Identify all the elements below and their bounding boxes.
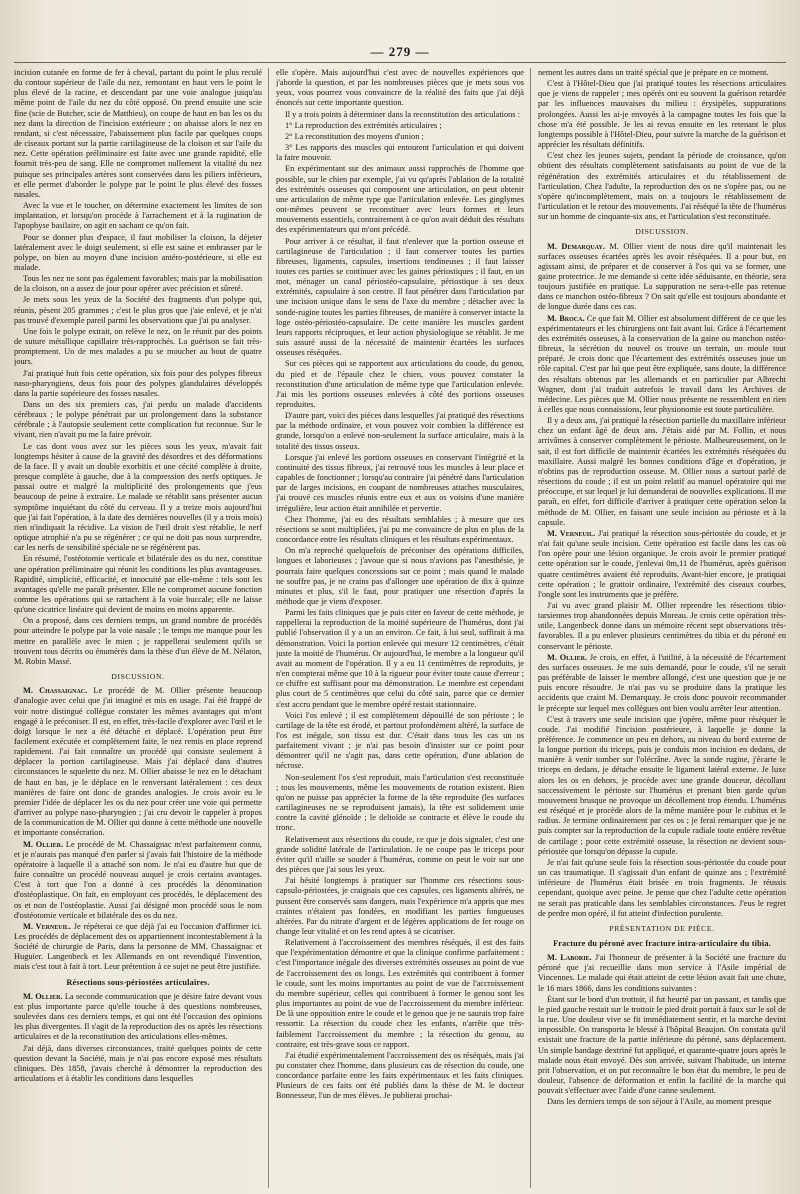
paragraph [276,1051,524,1102]
text-column-left [14,68,262,1188]
speaker-name: M. Verneuil. [547,528,596,538]
paragraph-text: nement les autres dans un traité spécial que je prépare en ce moment. [538,68,769,77]
paragraph [14,295,262,325]
paragraph-text: Avec la vue et le toucher, on détermine exactement les limites de son implantation, et lorsqu'on procède à l'arrachement et à la rugination de l'apophyse basilaire, on agit en sachant ce qu'on fait. [14,201,262,231]
paragraph [14,922,262,973]
paragraph [538,858,786,919]
column-divider [530,68,531,1188]
paragraph [538,529,786,600]
paragraph [538,953,786,994]
section-title: Fracture du péroné avec fracture intra-articulaire du tibia. [553,938,771,948]
paragraph [14,400,262,441]
header-rule [14,62,786,63]
paragraph-text: J'ai déjà, dans diverses circonstances, traité quelques points de cette question devant la Société, mais je n'ai pas encore exposé mes résultats cliniques. Dès 1858, j'avais cherché à démontrer la reproduction des articulations et à établir les conditions dans lesquelles [14,1043,262,1083]
paragraph-text: Parmi les faits cliniques que je puis citer en faveur de cette méthode, je rappellerai la reproduction de la moitié supérieure de l'humérus, dont j'ai publié l'observation il y a un an environ. Ce fait, à lui seul, suffirait à ma démonstration. Voici la portion enlevée qui mesure 12 centimètres, c'était juste la moitié de l'humérus. Or aujourd'hui, le membre a la longueur qu'il avait au moment de l'opération. Il y a eu 11 centimètres de reproduits, je n'en compterai même que 10 à la rigueur pour éviter toute cause d'erreur ; ce chiffre est suffisant pour ma démonstration. Le membre est cependant plus court de 5 centimètres que celui du côté sain, parce que ce dernier s'est accru pendant que le membre opéré restait stationnaire. [276,608,524,709]
paragraph-text: Je n'ai fait qu'une seule fois la résection sous-périostée du coude pour un cas traumatique. Il s'agissait d'un enfant de quinze ans ; l'extrémité inférieure de l'humérus était brisée en trois fragments. Je réussis cependant, quoique avec peine. Je pense que chez l'adulte cette opération ne serait pas praticable dans les semblables circonstances. J'eus le regret de perdre mon opéré, il fut atteint d'infection purulente. [538,857,786,918]
paragraph [276,110,524,120]
paragraph-text: Chez l'homme, j'ai eu des résultats semblables ; à mesure que ces résections se sont multipliées, j'ai pu me convaincre de plus en plus de la concordance entre les résultats cliniques et les résultats expérimentaux. [276,514,524,545]
paragraph-text: elle s'opère. Mais aujourd'hui c'est avec de nouvelles expériences que j'aborde la question, et par les nombreuses pièces que je mets sous vos yeux, vous pourrez vous convaincre de la réalité des faits que j'ai déjà énoncés sur cette importante question. [276,68,524,108]
paragraph-text: Pour se donner plus d'espace, il faut mobiliser la cloison, la déjeter latéralement avec le doigt seulement, si elle est saine et embrasser par le polype, on bien au moyen d'une incision antéro-postérieure, si elle est malade. [14,232,262,272]
paragraph-text: Dans les derniers temps de son séjour à l'Asile, au moment presque [547,1097,772,1107]
section-heading: PRÉSENTATION DE PIÈCE. [609,923,715,933]
paragraph [14,1044,262,1085]
paragraph-text: Le procédé de M. Chassaignac m'est parfaitement connu, et je n'aurais pas manqué d'en parler si j'avais fait l'histoire de la méthode opératoire à laquelle il a attaché son nom. Je n'ai eu d'autre but que de faire connaître un procédé nouveau auquel je crois certains avantages. C'est à tort que l'on a donné à ces procédés la dénomination d'ostéoplastique. On fait, en employant ces procédés, le déplacement des os et non de l'ostéoplastie. Aussi j'ai désigné mon procédé sous le nom d'ostéotomie verticale et bilatérale des os du nez. [14,839,262,920]
paragraph [276,711,524,772]
speaker-name: M. Laborie. [547,953,592,963]
paragraph [276,608,524,710]
paragraph-text: Sur ces pièces qui se rapportent aux articulations du coude, du genou, du pied et de l'épaule chez le chien, vous pouvez constater la reconstitution d'une articulation de même type que l'articulation enlevée. J'ai mis les portions osseuses enlevées à côté des portions osseuses reproduites. [276,359,524,409]
paragraph-text: 1° La reproduction des extrémités articulaires ; [285,120,442,130]
page-number: — 279 — [370,44,430,59]
paragraph-text: 2° La reconstitution des moyens d'union ; [285,131,424,141]
paragraph-text: On m'a reproché quelquefois de préconiser des opérations difficiles, longues et laborieuses ; j'avoue que si nous n'avions pas l'anesthésie, je pourrais faire quelques concessions sur ce point ; mais quand le malade ne souffre pas, je ne crains pas d'allonger une opération de dix à quinze minutes et plus, s'il le faut, pour pratiquer une résection d'après la méthode que je viens d'exposer. [276,546,524,606]
paragraph-text: incision cutanée en forme de fer à cheval, partant du point le plus reculé du contour supérieur de l'aile du nez, remontant en haut vers le point le plus élevé de la racine, et descendant par une voie analogue jusqu'au même point de l'aile du nez du côté opposé. On prend ensuite une scie fine (scie de Butcher, scie de Matthieu), on coupe de haut en bas les os du nez dans la direction de l'incision extérieure ; on abaisse alors le nez en rendant, si c'est nécessaire, l'abaissement plus facile par quelques coups de ciseaux portant sur la partie cartilagineuse de la cloison et sur l'aile du nez. Cette opération préliminaire est faite avec une grande rapidité, elle fournit très-peu de sang. Elle ne compromet nullement la vitalité du nez puisque ses principales artères sont conservées dans les piliers inférieurs, et elle permet d'aborder le polype par le point le plus élevé des fosses nasales. [14,68,262,199]
paragraph [538,715,786,857]
paragraph [276,835,524,876]
text-column-right [538,68,786,1188]
paragraph [14,442,262,554]
paragraph-text: J'ai hésité longtemps à pratiquer sur l'homme ces résections sous-capsulo-périostées, je craignais que ces capsules, ces ligaments altérés, ne pussent être conservés sans dangers, mais l'expérience m'a appris que mes craintes n'étaient pas fondées, en modifiant les parties fongueuses altérées. Par du nitrate d'argent et de légères applications de fer rouge on change leur vitalité et on les rend aptes à se cicatriser. [276,876,524,936]
paragraph-text: En expérimentant sur des animaux aussi rapprochés de l'homme que possible, sur le chien par exemple, j'ai vu qu'après l'ablation de la totalité des extrémités osseuses qui composent une articulation, on peut obtenir une articulation de même type que l'articulation enlevée. Les ginglymes ont-mêmes peuvent se reconstituer avec leurs formes et leurs mouvements essentiels, contrairement à ce qu'on avait déduit des résultats des expérimentateurs qui m'ont précédé. [276,164,524,235]
paragraph-text: Il y a deux ans, j'ai pratiqué la résection partielle du maxillaire inférieur chez un enfant âgé de deux ans. J'étais aidé par M. Follin, et nous arrivâmes à conserver complètement le périoste. Malheureusement, on le sait, il est fort difficile de maintenir écartées les extrémités réséquées du maxillaire. Aussi malgré les bonnes conditions d'âge et d'opération, je n'obtins pas de reproduction osseuse. M. Ollier nous a surtout parlé de résections du coude ; il est un point relatif au manuel opératoire qui me préoccupe, et sur lequel je lui demanderai de nouvelles explications. Il me paraît, en effet, fort difficile d'arriver à pratiquer cette opération selon la méthode de M. Ollier, en faisant une seule incision au périoste et à la capsule. [538,416,786,527]
paragraph [14,840,262,921]
paragraph-text: Voici l'os enlevé ; il est complètement dépouillé de son périoste ; le cartilage de la tête est érodé, et partout profondément altéré, la surface de l'os est inégale, son tissu est dur. C'était dans tous les cas un os parfaitement vivant ; je n'ai pas besoin d'insister sur ce point pour démontrer qu'il ne s'agit pas, dans cette opération, d'une ablation de nécrose. [276,710,524,771]
speaker-name: M. Verneuil. [23,921,72,931]
paragraph [276,237,524,359]
paragraph-text: Dans un des six premiers cas, j'ai perdu un malade d'accidents cérébraux ; le polype pénétrait par un prolongement dans la substance cérébrale ; à l'autopsie seulement cette complication fut reconnue. Sur le vivant, rien n'avait pu me la faire prévoir. [14,400,262,440]
paragraph [538,314,786,416]
paragraph-text: Il y a trois points à déterminer dans la reconstitution des articulations : [285,109,520,119]
paragraph [14,233,262,274]
paragraph [276,164,524,235]
paragraph-text: Pour arriver à ce résultat, il faut n'enlever que la portion osseuse et cartilagineuse de l'articulation ; il faut conserver toutes les parties fibreuses, ligaments, capsules, insertions tendineuses ; il faut laisser toutes ces parties se continuer avec les gaines périostiques ; il faut, en un mot, ménager un canal périostéo-capsulaire, périostique à ses deux extrémités, capsulaire à son centre. Il faut pénétrer dans l'articulation par une incision unique dans le sens de l'axe du membre ; détacher avec la sonde-rugine toutes les parties fibreuses, de manière à conserver intacte la loge ostéo-périostéo-capsulaire. De cette manière les muscles gardent leurs rapports réciproques, et leur action physiologique se rétablit. Je me suis assuré aussi de la nécessité de maintenir écartées les surfaces osseuses réséquées. [276,236,524,358]
paragraph-text: Lorsque j'ai enlevé les portions osseuses en conservant l'intégrité et la continuité des tissus fibreux, j'ai retrouvé tous les muscles à leur place et capables de fonctionner ; lorsqu'au contraire j'ai pénétré dans l'articulation par de larges incisions, en coupant de nombreuses attaches musculaires, j'ai trouvé ces muscles réunis entre eux et aux os voisins d'une manière irrégulière, leur action était annihilée et pervertie. [276,452,524,513]
paragraph [276,773,524,834]
paragraph-text: Je mets sous les yeux de la Société des fragments d'un polype qui, réunis, pèsent 205 grammes ; c'est le plus gros que j'aie enlevé, et je n'ai pas trouvé d'exemple pareil parmi les observations que j'ai pu analyser. [14,295,262,325]
paragraph-text: Relativement à l'accroissement des membres réséqués, il est des faits que l'expérimentation démontre et que la clinique confirme parfaitement : c'est l'importance inégale des diverses extrémités osseuses au point de vue de l'accroissement des os longs. Les extrémités qui contribuent à former le coude, sont les moins importantes au point de vue de l'accroissement du membre supérieur, celles qui contribuent à former le genou sont les plus importantes au point de vue de l'accroissement du membre inférieur. De là une opposition entre le coude et le genou que je ne saurais trop faire ressortir. La résection du coude chez les enfants, n'arrête que très-faiblement l'accroissement du membre ; la résection du genou, au contraire, est très-grave sous ce rapport. [276,938,524,1049]
paragraph-text: Je crois, en effet, à l'utilité, à la nécessité de l'écartement des surfaces osseuses. Je me suis demandé, pour le coude, s'il ne serait pas préférable de laisser le membre allongé, c'est une question que je ne puis encore résoudre. Je n'ai pas vu se produire dans la pratique les accidents que craint M. Demarquay. Je crois donc pouvoir recommander le précepte sur lequel mes collègues ont bien voulu arrêter leur attention. [538,652,786,713]
paragraph [276,68,524,109]
paragraph [276,359,524,410]
speaker-name: M. Ollier. [23,839,64,849]
paragraph-text: J'ai vu avec grand plaisir M. Ollier reprendre les résections tibio-tarsiennes trop abandonnées depuis Moreau. Je crois cette opération très-utile, Langenbeck donne dans un mémoire récent sept observations très-favorables. Il a pu enlever plusieurs centimètres du tibia et du péroné en conservant le périoste. [538,600,786,651]
paragraph [276,453,524,514]
paragraph [14,992,262,1043]
paragraph [538,995,786,1097]
paragraph-text: J'ai étudié expérimentalement l'accroissement des os réséqués, mais j'ai pu constater chez l'homme, dans plusieurs cas de résection du coude, une concordance parfaite entre les faits expérimentaux et les faits cliniques. Plusieurs de ces faits ont été publiés dans la thèse de M. le docteur Bonnesseur, l'un de mes élèves. Je publierai prochai- [276,1050,524,1101]
paragraph [276,938,524,1050]
paragraph [538,68,786,78]
paragraph-text: Une fois le polype extrait, on relève le nez, on le réunit par des points de suture métallique capillaire très-rapprochés. La guérison se fait très-promptement. Un de mes malades a pu se moucher au bout de quatre jours. [14,326,262,367]
paragraph-text: J'ai pratiqué la résection sous-périostée du coude, et je n'ai fait qu'une seule incision. Cette opération est facile dans les cas où l'on opère pour une lésion organique. Je crois avoir le premier pratiqué cette opération sur le coude, j'enlevai 0m,11 de l'humérus, après guérison quatre centimètres avaient été reproduits. Avant-hier encore, je pratiquai cette opération ; le grattoir ordinaire, l'extrémité des ciseaux courbes, l'ongle sont les instruments que je préfère. [538,528,786,599]
speaker-name: M. Chassaignac. [23,686,88,696]
paragraph-text: Étant sur le bord d'un trottoir, il fut heurté par un passant, et tandis que le pied gauche restait sur le trottoir le pied droit portait à faux sur le sol de la rue. Une douleur vive se fit immédiatement sentir, et la marche devint impossible. On transporta le blessé à l'hôpital Beaujon. On constata qu'il existait une fracture de la partie inférieure du péroné, sans déplacement. Un simple bandage dextriné fut appliqué, et quarante-quatre jours après le malade nous était envoyé. Dès son arrivée, suivant l'habitude, un interne prit l'observation, et on put reconnaître le bon état du membre, le peu de douleur, l'absence de déformation et enfin la facilité de la marche qui pouvait s'effectuer avec l'aide d'une canne seulement. [538,994,786,1096]
paragraph [538,653,786,714]
section-title: Résections sous-périostées articulaires. [66,977,210,987]
paragraph [14,369,262,399]
paragraph-text: D'autre part, voici des pièces dans lesquelles j'ai pratiqué des résections par la méthode ordinaire, et vous pouvez voir combien la différence est grande, lorsqu'on a enlevé non-seulement la surface articulaire, mais à la totalité des tissus osseux. [276,411,524,451]
paragraph [14,616,262,667]
paragraph [276,876,524,937]
paragraph-text: C'est chez les jeunes sujets, pendant la période de croissance, qu'on obtient des résultats complètement satisfaisants au point de vue de la régénération des extrémités articulaires et du rétablissement de l'articulation. Chez l'adulte, la reproduction des os ne s'opère pas, ou ne s'opère qu'incomplètement, mais on a toujours le rétablissement de l'articulation et le retour des mouvements. J'ai réséqué la tête de l'humérus sur un homme de cinquante-six ans, et l'articulation s'est reconstituée. [538,151,786,222]
text-column-middle [276,68,524,1188]
paragraph [538,416,786,528]
paragraph-text: C'est à travers une seule incision que j'opère, même pour réséquer le coude. J'ai modifié l'incision postérieure, à laquelle je donne la préférence. Je commence un peu en dehors, au niveau du bord externe de la longue portion du triceps, puis je conduis mon incision en dedans, de manière à venir tomber sur l'olécrâne. Avec la sonde rugine, j'écarte le triceps en dedans, je détache ensuite le ligament latéral externe. Je luxe alors les os en dehors, je procède avec une grande douceur, décollant successivement le périoste sur l'humérus et prenant bien garde qu'un mouvement brusque ne provoque un décollement trop étendu. L'humérus est réséqué et je procède alors de la même manière pour le cubitus et le radius. Je termine ordinairement par ces os ; je ferai remarquer que je ne puis compter sur la reproduction de la cupule radiale toute entière revêtue de cartilage ; pour cette extrémité osseuse, la résection ne devient sous-périostée que lorsqu'on dépasse la cupule. [538,714,786,856]
paragraph [276,515,524,545]
paragraph-text: Je répéterai ce que déjà j'ai eu l'occasion d'affirmer ici. Les procédés de déplacement des os appartiennent incontestablement à la Société de chirurgie de Paris, dans la personne de MM. Chassaignac et Huguier. Langenbeck et les Allemands en ont revendiqué l'invention, mais c'est tout à fait à tort. Leur prétention à ce sujet ne peut être justifiée. [14,921,262,972]
speaker-name: M. Broca. [547,313,585,323]
paragraph [14,274,262,294]
column-divider [268,68,269,1188]
paragraph [276,546,524,607]
paragraph-text: J'ai pratiqué huit fois cette opération, six fois pour des polypes fibreux naso-pharyngiens, deux fois pour des polypes glandulaires développés dans la partie supérieure des fosses nasales. [14,368,262,398]
paragraph-text: Le cas dont vous avez sur les pièces sous les yeux, m'avait fait longtemps hésiter à cause de la gravité des désordres et des déformations de la face. Il y avait un double exorbitis et une cécité complète à droite, presque complète à gauche, due à la compression des nerfs optiques. Je passai outre et malgré la multiplicité des prolongements que j'eus beaucoup de peine à extraire. Le malade se rétablit sans présenter aucun symptôme inquiétant du côté du cerveau. Il y a treize mois aujourd'hui que j'ai fait l'opération, à la date des dernières nouvelles (il y a trois mois) rien n'indiquait la récidive. La vision de l'œil droit s'est rétablie, le nerf optique atrophié n'a pu se régénérer ; ce qui ne doit pas nous surprendre, car les nerfs de sensibilité spéciale ne se régénèrent pas. [14,441,262,553]
paragraph [276,121,524,131]
speaker-name: M. Ollier. [23,991,63,1001]
paragraph [14,68,262,200]
paragraph-text: M. Ollier vient de nous dire qu'il maintenait les surfaces osseuses écartées après les avoir réséquées. Il a pour but, en agissant ainsi, de préparer et de conserver à l'os qui va se former, une gaine protectrice. Je me demande si cette idée séduisante, en théorie, sera toujours justifiée en pratique. La suppuration ne sera-t-elle pas retenue dans ce manchon ostéo-fibreux ? On sait qu'elle est toujours abondante et de longue durée dans ces cas. [538,241,786,312]
paragraph [538,242,786,313]
paragraph [538,151,786,222]
paragraph-text: J'ai l'honneur de présenter à la Société une fracture du péroné que j'ai recueillie dans mon service à l'Asile impérial de Vincennes. Le malade qui était atteint de cette lésion avait fait une chute, le 16 mars 1866, dans les conditions suivantes : [538,953,786,993]
paragraph [276,143,524,163]
paragraph [14,686,262,838]
paragraph [276,132,524,142]
section-heading: DISCUSSION. [635,227,689,237]
paragraph [538,79,786,150]
paragraph-text: C'est à l'Hôtel-Dieu que j'ai pratiqué toutes les résections articulaires que je viens de rappeler ; mes opérés ont eu souvent la guérison retardée par les influences mauvaises du milieu : érysipèles, suppurations prolongées. Aussi les ai-je envoyés à la campagne toutes les fois que la chose m'a été possible. Je les ai revus ensuite en les retenant le plus longtemps possible à l'Hôtel-Dieu, pour suivre la marche de la guérison et apprécier les résultats définitifs. [538,79,786,150]
paragraph [538,601,786,652]
paragraph-text: Tous les nez ne sont pas également favorables; mais par la mobilisation de la cloison, on a assez de jour pour opérer avec précision et sûreté. [14,274,262,294]
paragraph-text: 3° Les rapports des muscles qui entourent l'articulation et qui doivent la faire mouvoir. [276,143,524,163]
paragraph-text: Ce que fait M. Ollier est absolument différent de ce que les expérimentateurs et les chirurgiens ont fait avant lui. Grâce à l'écartement des extrémités osseuses, à la conservation de la gaine ou manchon ostéo-fibreux, la sécrétion du nouvel os trouve un terrain, un moule tout préparé. Je crois donc que l'écartement des extrémités osseuses joue un rôle capital. C'est par lui que peut être expliquée, sans doute, la différence des résultats obtenus par les allemands et en particulier par Albrecht Wagner, dont j'ai traduit autrefois le travail dans les Archives de médecine. Les pièces que M. Ollier nous présente ne ressemblent en rien à celles que nous connaissions, leur physionomie est toute particulière. [538,313,786,414]
paragraph-text: Relativement aux résections du coude, ce que je dois signaler, c'est une grande solidité latérale de l'articulation. Je ne coupe pas le triceps pour éviter qu'il n'aille se souder à l'humérus, comme on peut le voir sur une des pièces que j'ai sous les yeux. [276,834,524,875]
paragraph-text: En résumé, l'ostéotomie verticale et bilatérale des os du nez, constitue une opération préliminaire qui réunit les conditions les plus avantageuses. Rapidité, simplicité, efficacité, et innocuité par elle-même : tels sont les avantages qu'elle me paraît présenter. Elle ne compromet aucune fonction comme les opérations qui se rattachent à la voie buccale; elle ne laisse qu'une cicatrice linéaire qui devient de moins en moins apparente. [14,554,262,615]
paragraph-text: La seconde communication que je désire faire devant vous est plus importante parce qu'elle touche à des questions nombreuses, soulevées dans ces derniers temps, et qui ont été l'occasion des opinions les plus divergentes. Il s'agit de la reproduction des os après les résections articulaires et de la reconstitution des articulations elles-mêmes. [14,991,262,1042]
paragraph-text: Le procédé de M. Ollier présente beaucoup d'analogie avec celui que j'ai imaginé et mis en usage. J'ai été frappé de voir notre distingué collègue constater les mêmes avantages qui m'ont engagé à le préconiser. Il est, en effet, très-facile d'explorer avec l'œil et le doigt lorsque le nez a été détaché et déplacé. L'opération peut être facilement exécutée et complètement faite, le nez remis en place reprend rapidement. J'ai fait connaître un procédé qui consiste seulement à déplacer la portion cartilagineuse. Mais j'ai déplacé dans d'autres circonstances le squelette du nez. M. Ollier abaisse le nez en le détachant de haut en bas, je le déplace en le renversant latéralement : ces deux manières de faire ont donc de grandes analogies. Je crois avoir eu le premier l'idée de déplacer les os du nez pour créer une voie qui permette d'arriver au polype naso-pharyngien ; j'ai cru devoir le rappeler à propos de la communication de M. Ollier qui donne à cette méthode une nouvelle et importante consécration. [14,686,262,838]
paragraph [538,1097,786,1107]
paragraph [14,327,262,368]
paragraph [14,201,262,231]
speaker-name: M. Ollier. [547,652,588,662]
paragraph-text: On a proposé, dans ces derniers temps, un grand nombre de procédés pour atteindre le polype par la voie nasale ; le temps me manque pour les mettre en parallèle avec le mien ; je rappellerai seulement qu'ils se trouvent tous décrits ou énumérés dans la thèse d'un élève de M. Nélaton, M. Robin Massé. [14,616,262,666]
paragraph [276,411,524,452]
speaker-name: M. Demarquay. [547,241,605,251]
section-heading: DISCUSSION. [111,672,165,682]
paragraph [14,554,262,615]
paragraph-text: Non-seulement l'os s'est reproduit, mais l'articulation s'est reconstituée ; tous les mouvements, même les mouvements de rotation existent. Bien qu'on ne puisse pas apprécier la forme de la tête reproduite (les surfaces cartilagineuses ne se reproduisent jamais), la tête est solidement unie contre la cavité glénoïde ; le deltoïde se contracte et élève le coude du tronc. [276,772,524,833]
